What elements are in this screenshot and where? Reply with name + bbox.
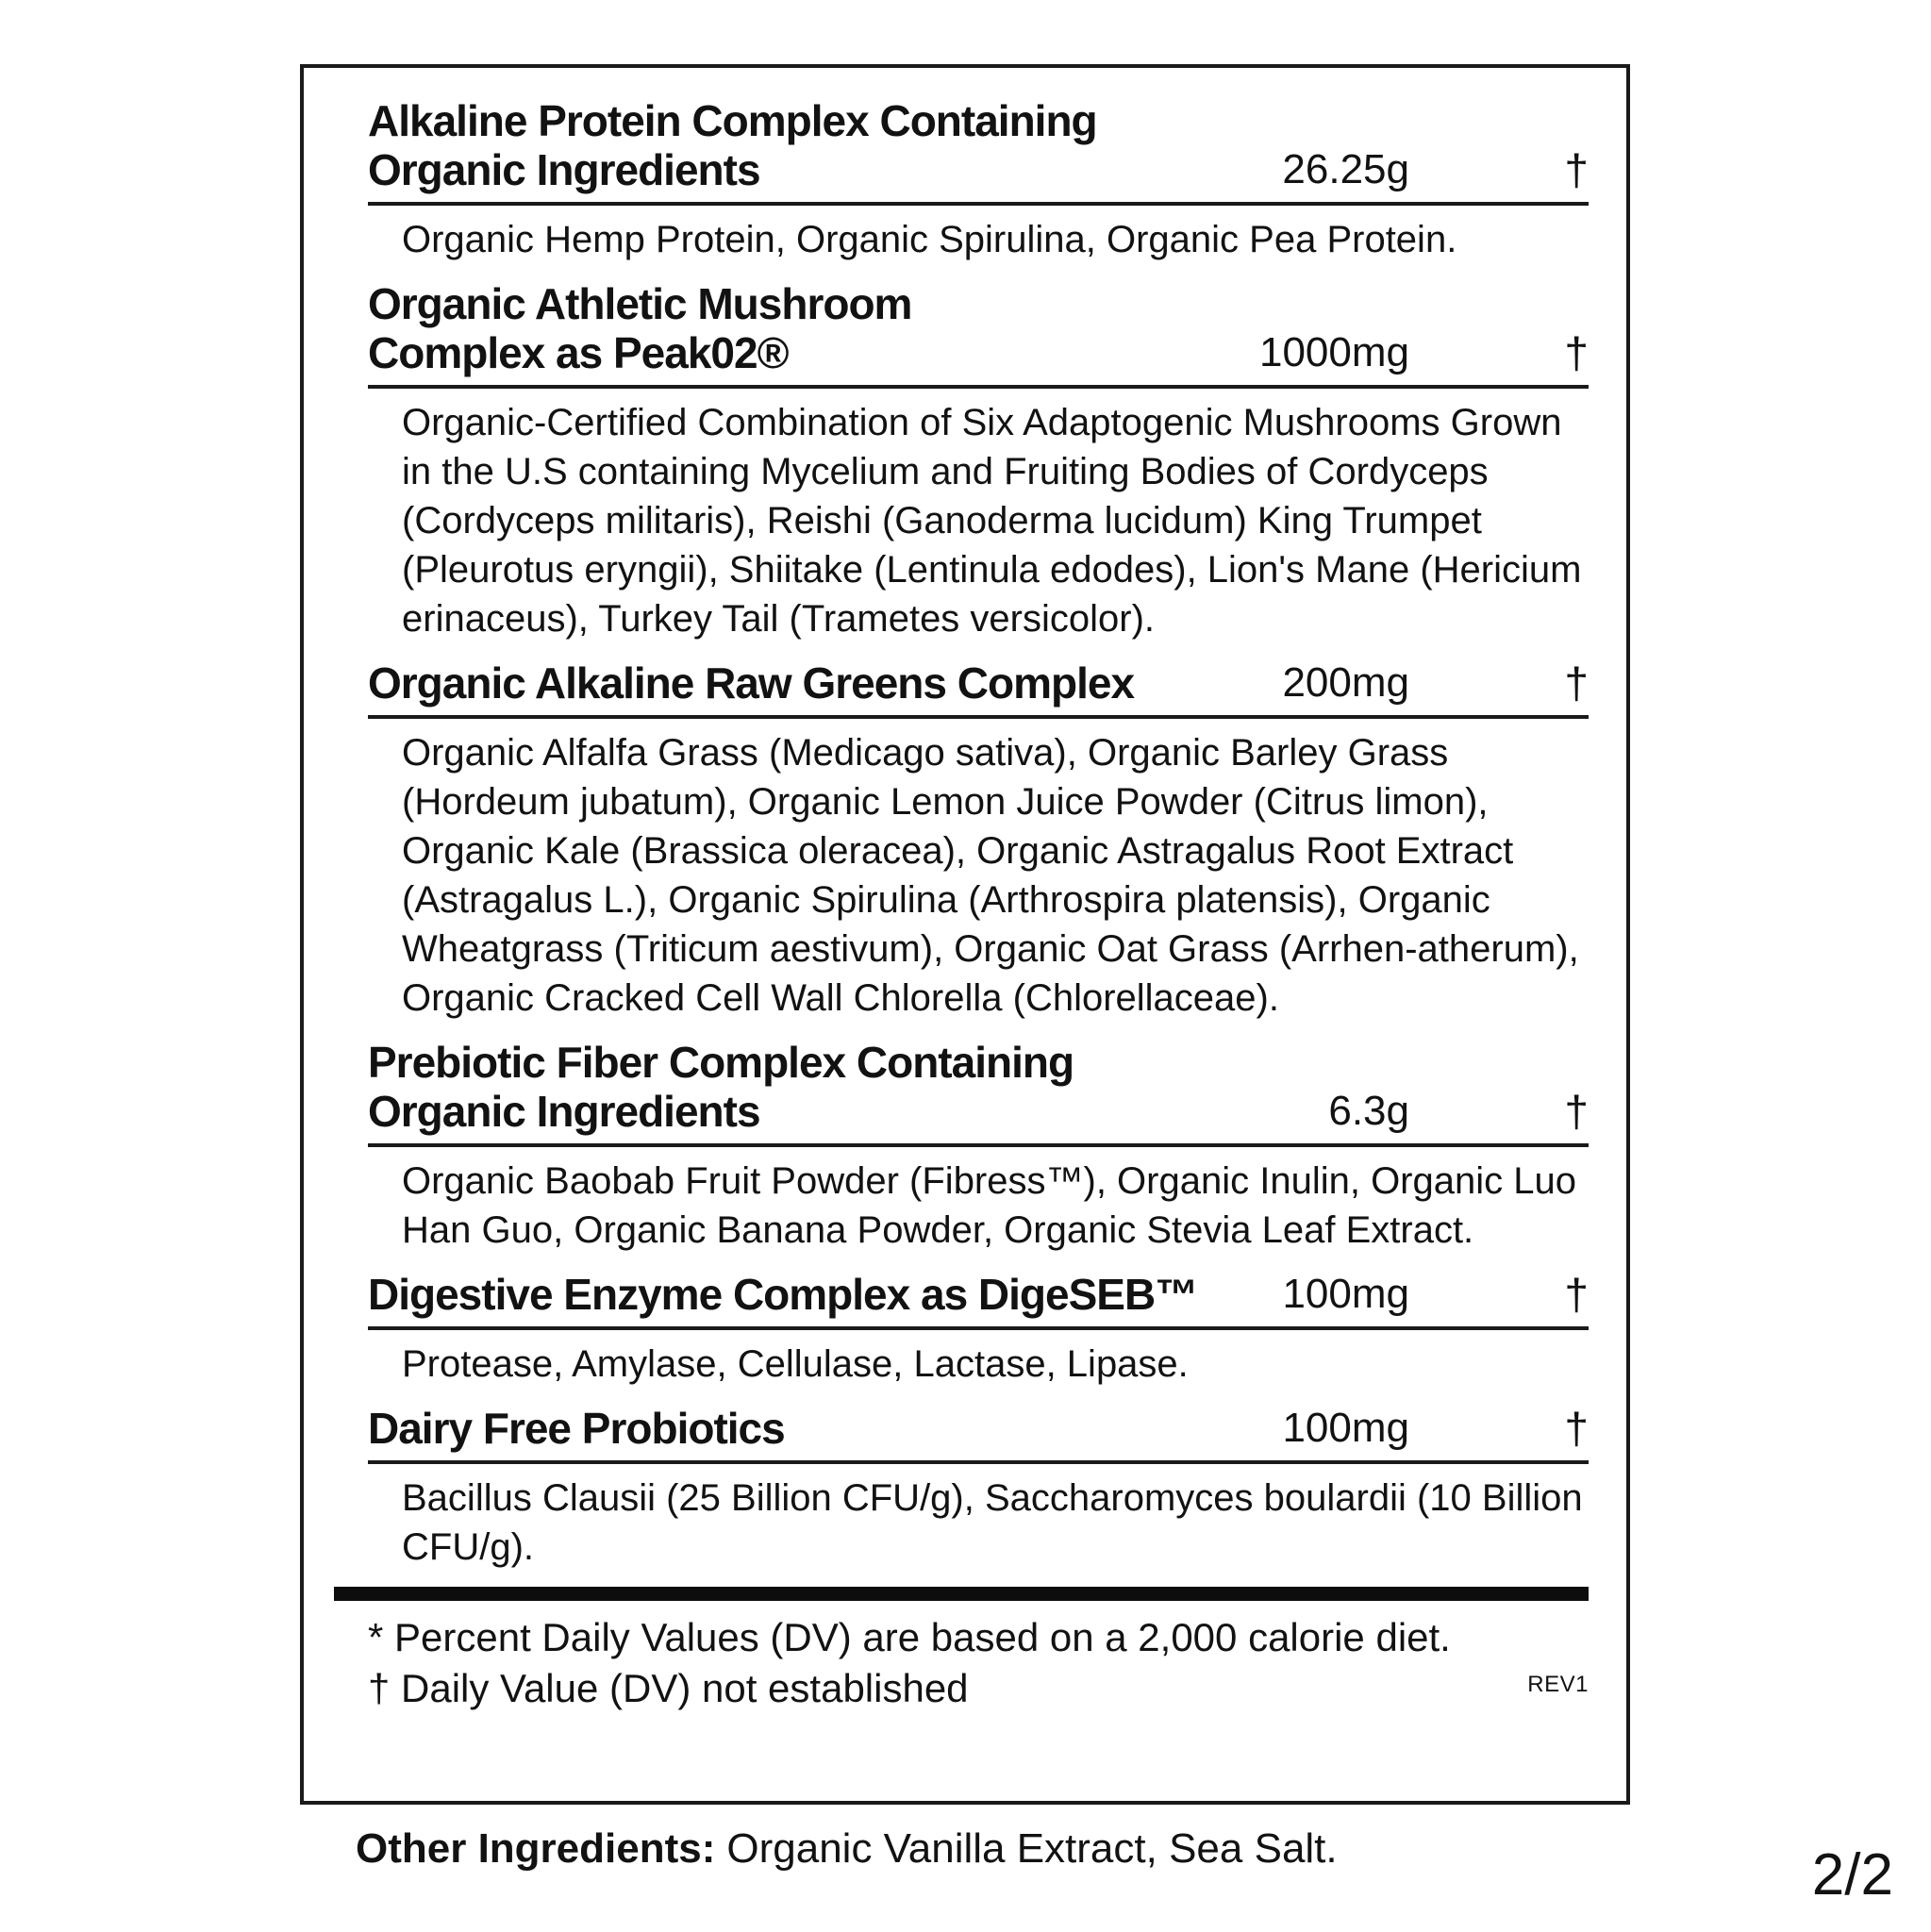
section-ingredients: Organic Hemp Protein, Organic Spirulina, Organic Pea Protein. — [402, 219, 1457, 260]
ingredient-section — [368, 96, 1589, 264]
section-header-row — [368, 658, 1589, 708]
daily-value-dagger: † — [1564, 1404, 1589, 1453]
section-ingredients: Bacillus Clausii (25 Billion CFU/g), Saccharomyces boulardii (10 Billion CFU/g). — [402, 1477, 1583, 1568]
section-amount: 100mg — [1282, 1271, 1409, 1317]
supplement-facts-panel — [300, 64, 1630, 1805]
other-ingredients-text: Organic Vanilla Extract, Sea Salt. — [726, 1825, 1338, 1872]
section-ingredients: Organic Baobab Fruit Powder (Fibress™), Organic Inulin, Organic Luo Han Guo, Organic Banana Powder, Organic Stevia Leaf Extract. — [402, 1160, 1576, 1251]
section-name-line: Dairy Free Probiotics — [368, 1404, 785, 1453]
section-name-line: Organic Athletic Mushroom — [368, 279, 912, 328]
section-header-row — [368, 279, 1589, 377]
section-header-row — [368, 1038, 1589, 1136]
section-amount: 1000mg — [1258, 329, 1409, 375]
daily-value-dagger: † — [1564, 1087, 1589, 1136]
section-ingredients: Organic-Certified Combination of Six Adaptogenic Mushrooms Grown in the U.S containing Mycelium and Fruiting Bodies of Cordyceps (Cordyceps militaris), Reishi (Ganoderma lucidum) King Trumpet (Pleurotus eryngii), Shiitake (Lentinula edodes), Lion's Mane (Hericium erinaceus), Turkey Tail (Trametes versicolor). — [402, 402, 1582, 640]
ingredient-section — [368, 1404, 1589, 1572]
footnote-percent-dv: * Percent Daily Values (DV) are based on a 2,000 calorie diet. — [368, 1615, 1451, 1659]
section-name-line: Alkaline Protein Complex Containing — [368, 96, 1097, 145]
section-divider — [368, 385, 1589, 389]
section-divider — [368, 1326, 1589, 1330]
section-name — [368, 658, 1268, 708]
section-divider — [368, 1460, 1589, 1464]
section-name-line: Prebiotic Fiber Complex Containing — [368, 1038, 1074, 1087]
section-amount: 200mg — [1282, 659, 1409, 706]
section-divider — [368, 202, 1589, 206]
ingredient-section — [368, 1270, 1589, 1389]
revision-tag: REV1 — [1527, 1672, 1589, 1697]
section-name-line: Complex as Peak02® — [368, 328, 789, 377]
section-name-line: Digestive Enzyme Complex as DigeSEB™ — [368, 1270, 1198, 1319]
section-name-line: Organic Ingredients — [368, 145, 760, 194]
section-header-row — [368, 96, 1589, 194]
section-name — [368, 96, 1268, 194]
section-amount: 100mg — [1282, 1405, 1409, 1451]
ingredient-section — [368, 1038, 1589, 1255]
section-divider — [368, 1143, 1589, 1147]
section-name — [368, 1038, 1268, 1136]
page-indicator: 2/2 — [1811, 1842, 1893, 1907]
section-name-line: Organic Alkaline Raw Greens Complex — [368, 658, 1135, 708]
section-ingredients: Protease, Amylase, Cellulase, Lactase, Lipase. — [402, 1343, 1189, 1385]
ingredient-section — [368, 279, 1589, 643]
daily-value-dagger: † — [1564, 145, 1589, 194]
other-ingredients-label: Other Ingredients: — [356, 1825, 716, 1872]
section-name — [368, 1404, 1268, 1453]
other-ingredients-line — [356, 1824, 1338, 1874]
section-ingredients: Organic Alfalfa Grass (Medicago sativa), Organic Barley Grass (Hordeum jubatum), Organic Lemon Juice Powder (Citrus limon), Organic Kale (Brassica oleracea), Organic Astragalus Root Extract (Astragalus L.), Organic Spirulina (Arthrospira platensis), Organic Wheatgrass (Triticum aestivum), Organic Oat Grass (Arrhen-atherum), Organic Cracked Cell Wall Chlorella (Chlorellaceae). — [402, 732, 1579, 1019]
section-name-line: Organic Ingredients — [368, 1087, 760, 1136]
section-name — [368, 1270, 1268, 1319]
daily-value-dagger: † — [1564, 1270, 1589, 1319]
section-header-row — [368, 1270, 1589, 1319]
footnote-dagger-dv: † Daily Value (DV) not established — [368, 1666, 969, 1710]
daily-value-dagger: † — [1564, 328, 1589, 377]
thick-divider — [334, 1587, 1589, 1601]
section-divider — [368, 715, 1589, 719]
section-amount: 6.3g — [1328, 1088, 1409, 1134]
daily-value-dagger: † — [1564, 658, 1589, 708]
section-name — [368, 279, 1259, 377]
footnotes — [368, 1612, 1589, 1714]
section-header-row — [368, 1404, 1589, 1453]
ingredient-section — [368, 658, 1589, 1023]
section-amount: 26.25g — [1282, 146, 1409, 192]
